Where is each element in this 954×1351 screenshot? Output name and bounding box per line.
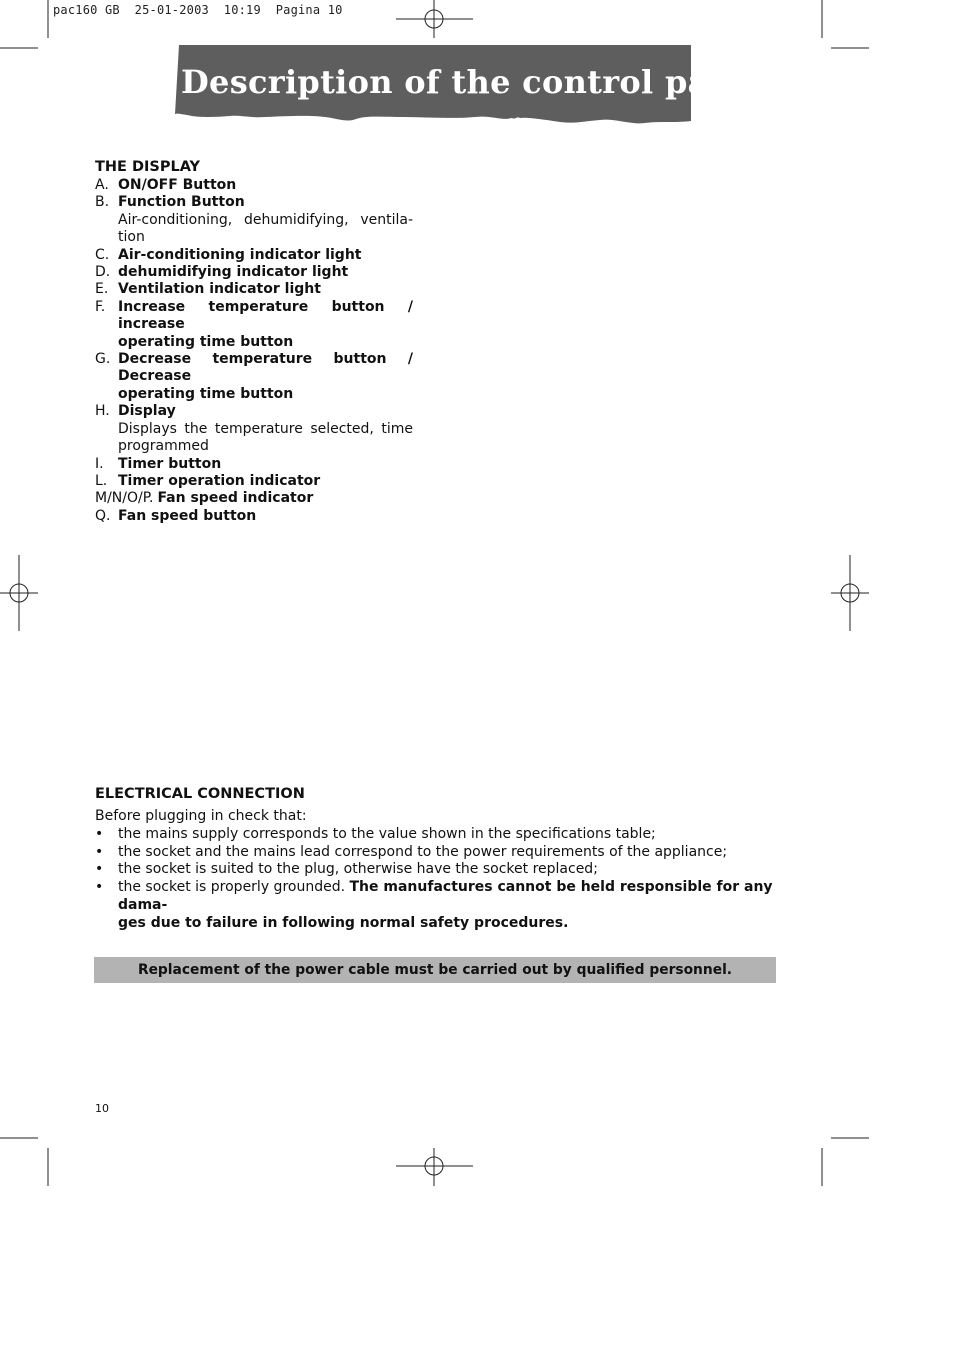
- item-description: Displays the temperature selected, time: [118, 420, 413, 437]
- bullet-warning-continued: ges due to failure in following normal safety procedures.: [118, 914, 569, 931]
- list-item: [95, 194, 413, 246]
- print-slug-line: pac160 GB 25-01-2003 10:19 Pagina 10: [53, 3, 343, 17]
- list-item: [95, 264, 413, 281]
- list-item: [95, 456, 413, 473]
- item-label: Fan speed button: [118, 507, 257, 524]
- display-section-heading: THE DISPLAY: [95, 159, 201, 175]
- electrical-connection-text: [95, 808, 775, 933]
- item-label: Decrease temperature button / Decrease: [118, 351, 413, 385]
- bullet-text: the socket is properly grounded.: [118, 879, 350, 896]
- item-label: Timer button: [118, 455, 222, 472]
- item-label: dehumidifying indicator light: [118, 264, 349, 281]
- item-label: Function Button: [118, 194, 245, 211]
- electrical-intro: Before plugging in check that:: [95, 808, 307, 824]
- list-item: [95, 247, 413, 264]
- bullet-warning: The manufactures cannot be held responsible for any dama-: [118, 879, 773, 913]
- display-component-list: [95, 177, 413, 525]
- item-label-continued: operating time button: [118, 385, 294, 402]
- bullet-text: the mains supply corresponds to the value shown in the specifications table;: [118, 825, 656, 842]
- item-label: Display: [118, 403, 176, 420]
- bullet-icon: •: [95, 879, 104, 896]
- list-item: [95, 351, 413, 403]
- page-title: Description of the control panel: [181, 63, 766, 101]
- list-item: [95, 473, 413, 490]
- list-item: [95, 490, 413, 507]
- bullet-icon: •: [95, 843, 104, 860]
- item-description: Air-conditioning, dehumidifying, ventila-: [118, 211, 413, 228]
- item-label: Increase temperature button / increase: [118, 298, 413, 333]
- list-item: [95, 281, 413, 298]
- item-description-continued: tion: [118, 229, 145, 246]
- item-letter: B.: [95, 194, 110, 211]
- item-letter: Q.: [95, 507, 111, 524]
- item-letter: I.: [95, 455, 104, 472]
- list-item: [95, 861, 775, 879]
- item-letter: M/N/O/P.: [95, 490, 154, 507]
- item-letter: L.: [95, 472, 108, 489]
- item-label: Fan speed indicator: [157, 490, 314, 507]
- item-letter: A.: [95, 177, 109, 193]
- list-item: [95, 826, 775, 844]
- item-description-continued: programmed: [118, 438, 209, 455]
- item-letter: C.: [95, 246, 110, 263]
- item-label: Air-conditioning indicator light: [118, 246, 362, 263]
- item-letter: G.: [95, 351, 111, 368]
- list-item: [95, 508, 413, 525]
- bullet-icon: •: [95, 861, 104, 878]
- list-item: [95, 299, 413, 351]
- item-letter: E.: [95, 281, 109, 298]
- item-label: Ventilation indicator light: [118, 281, 321, 298]
- item-letter: F.: [95, 298, 106, 315]
- bullet-text: the socket and the mains lead correspond to the power requirements of the appliance;: [118, 843, 728, 860]
- item-label-continued: operating time button: [118, 333, 294, 350]
- page-number: 10: [95, 1102, 109, 1115]
- list-item: [95, 844, 775, 862]
- bullet-text: the socket is suited to the plug, otherwise have the socket replaced;: [118, 861, 598, 878]
- list-item: [95, 879, 775, 932]
- item-label: ON/OFF Button: [118, 177, 237, 193]
- safety-notice-bar: Replacement of the power cable must be carried out by qualified personnel.: [94, 957, 776, 983]
- bullet-icon: •: [95, 825, 104, 842]
- electrical-section-heading: ELECTRICAL CONNECTION: [95, 786, 305, 802]
- item-letter: H.: [95, 403, 110, 420]
- item-label: Timer operation indicator: [118, 472, 321, 489]
- item-letter: D.: [95, 264, 111, 281]
- list-item: [95, 177, 413, 194]
- list-item: [95, 403, 413, 455]
